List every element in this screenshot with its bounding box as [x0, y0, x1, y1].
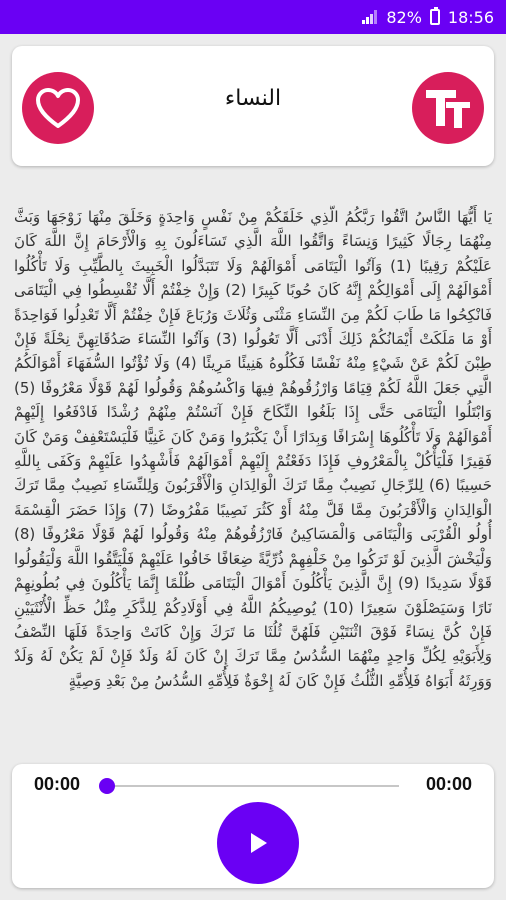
font-settings-button[interactable] — [412, 72, 484, 144]
seek-thumb[interactable] — [99, 778, 115, 794]
favorite-button[interactable] — [22, 72, 94, 144]
play-button[interactable] — [217, 802, 299, 884]
seek-bar[interactable] — [107, 785, 399, 787]
status-bar — [0, 0, 506, 34]
surah-text-area[interactable] — [14, 205, 492, 765]
current-time: 00:00 — [34, 774, 81, 794]
battery-percent: 82% — [386, 7, 422, 27]
page-title: النساء — [224, 86, 282, 111]
surah-text: يَا أَيُّهَا النَّاسُ اتَّقُوا رَبَّكُمُ الَّذِي خَلَقَكُمْ مِنْ نَفْسٍ وَاحِدَةٍ وَخَلَقَ مِنْهَا زَوْجَهَا وَبَثَّ مِنْهُمَا رِجَالًا كَثِيرًا وَنِسَاءً وَاتَّقُوا اللَّهَ الَّذِي تَسَاءَلُونَ بِهِ وَالْأَرْحَامَ إِنَّ اللَّهَ كَانَ عَلَيْكُمْ رَقِيبًا (1) وَآتُوا الْيَتَامَى أَمْوَالَهُمْ وَلَا تَتَبَدَّلُوا الْخَبِيثَ بِالطَّيِّبِ وَلَا تَأْكُلُوا أَمْوَالَهُمْ إِلَى أَمْوَالِكُمْ إِنَّهُ كَانَ حُوبًا كَبِيرًا (2) وَإِنْ خِفْتُمْ أَلَّا تُقْسِطُوا فِي الْيَتَامَى فَانْكِحُوا مَا طَابَ لَكُمْ مِنَ النِّسَاءِ مَثْنَى وَثُلَاثَ وَرُبَاعَ فَإِنْ خِفْتُمْ أَلَّا تَعْدِلُوا فَوَاحِدَةً أَوْ مَا مَلَكَتْ أَيْمَانُكُمْ ذَلِكَ أَدْنَى أَلَّا تَعُولُوا (3) وَآتُوا النِّسَاءَ صَدُقَاتِهِنَّ نِحْلَةً فَإِنْ طِبْنَ لَكُمْ عَنْ شَيْءٍ مِنْهُ نَفْسًا فَكُلُوهُ هَنِيئًا مَرِيئًا (4) وَلَا تُؤْتُوا السُّفَهَاءَ أَمْوَالَكُمُ الَّتِي جَعَلَ اللَّهُ لَكُمْ قِيَامًا وَارْزُقُوهُمْ فِيهَا وَاكْسُوهُمْ وَقُولُوا لَهُمْ قَوْلًا مَعْرُوفًا (5) وَابْتَلُوا الْيَتَامَى حَتَّى إِذَا بَلَغُوا النِّكَاحَ فَإِنْ آنَسْتُمْ مِنْهُمْ رُشْدًا فَادْفَعُوا إِلَيْهِمْ أَمْوَالَهُمْ وَلَا تَأْكُلُوهَا إِسْرَافًا وَبِدَارًا أَنْ يَكْبَرُوا وَمَنْ كَانَ غَنِيًّا فَلْيَسْتَعْفِفْ وَمَنْ كَانَ فَقِيرًا فَلْيَأْكُلْ بِالْمَعْرُوفِ فَإِذَا دَفَعْتُمْ إِلَيْهِمْ أَمْوَالَهُمْ فَأَشْهِدُوا عَلَيْهِمْ وَكَفَى بِاللَّهِ حَسِيبًا (6) لِلرِّجَالِ نَصِيبٌ مِمَّا تَرَكَ الْوَالِدَانِ وَالْأَقْرَبُونَ وَلِلنِّسَاءِ نَصِيبٌ مِمَّا تَرَكَ الْوَالِدَانِ وَالْأَقْرَبُونَ مِمَّا قَلَّ مِنْهُ أَوْ كَثُرَ نَصِيبًا مَفْرُوضًا (7) وَإِذَا حَضَرَ الْقِسْمَةَ أُولُو الْقُرْبَى وَالْيَتَامَى وَالْمَسَاكِينُ فَارْزُقُوهُمْ مِنْهُ وَقُولُوا لَهُمْ قَوْلًا مَعْرُوفًا (8) وَلْيَخْشَ الَّذِينَ لَوْ تَرَكُوا مِنْ خَلْفِهِمْ ذُرِّيَّةً ضِعَافًا خَافُوا عَلَيْهِمْ فَلْيَتَّقُوا اللَّهَ وَلْيَقُولُوا قَوْلًا سَدِيدًا (9) إِنَّ الَّذِينَ يَأْكُلُونَ أَمْوَالَ الْيَتَامَى ظُلْمًا إِنَّمَا يَأْكُلُونَ فِي بُطُونِهِمْ نَارًا وَسَيَصْلَوْنَ سَعِيرًا (10) يُوصِيكُمُ اللَّهُ فِي أَوْلَادِكُمْ لِلذَّكَرِ مِثْلُ حَظِّ الْأُنْثَيَيْنِ فَإِنْ كُنَّ نِسَاءً فَوْقَ اثْنَتَيْنِ فَلَهُنَّ ثُلُثَا مَا تَرَكَ وَإِنْ كَانَتْ وَاحِدَةً فَلَهَا النِّصْفُ وَلِأَبَوَيْهِ لِكُلِّ وَاحِدٍ مِنْهُمَا السُّدُسُ مِمَّا تَرَكَ إِنْ كَانَ لَهُ وَلَدٌ فَإِنْ لَمْ يَكُنْ لَهُ وَلَدٌ وَوَرِثَهُ أَبَوَاهُ فَلِأُمِّهِ الثُّلُثُ فَإِنْ كَانَ لَهُ إِخْوَةٌ فَلِأُمِّهِ السُّدُسُ مِنْ بَعْدِ وَصِيَّةٍ — [14, 208, 492, 690]
play-icon — [245, 829, 271, 857]
status-icons — [362, 0, 494, 34]
heart-icon — [36, 88, 80, 128]
header-card — [12, 46, 494, 166]
signal-icon — [362, 10, 378, 24]
battery-icon — [430, 9, 440, 25]
tt-logo-icon — [420, 80, 476, 136]
total-time: 00:00 — [425, 774, 472, 794]
clock: 18:56 — [447, 7, 494, 27]
audio-player — [12, 764, 494, 888]
